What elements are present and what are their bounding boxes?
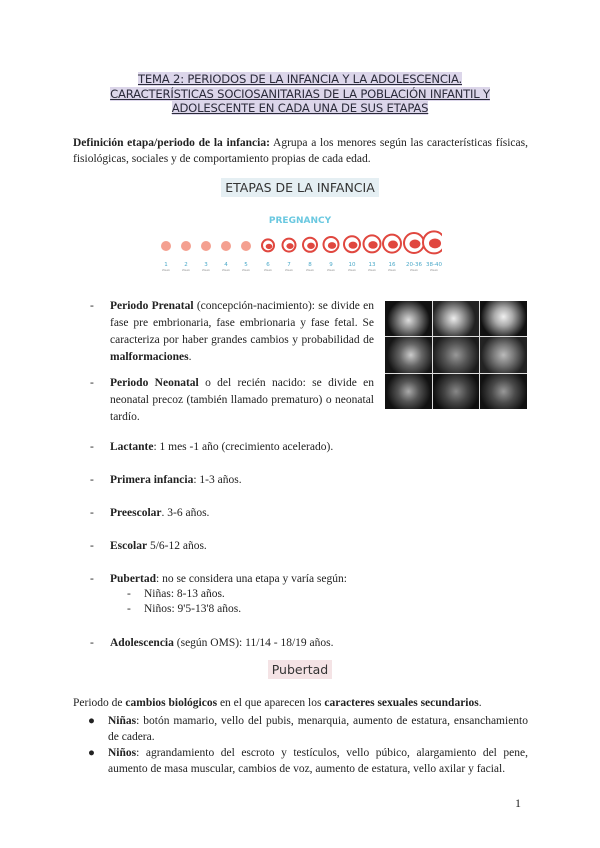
embryo-photo-6 <box>480 337 527 373</box>
week-labels <box>162 262 442 272</box>
lactante-text: : 1 mes -1 año (crecimiento acelerado). <box>153 441 334 453</box>
page-number: 1 <box>515 796 521 810</box>
week-unit-4: Week <box>221 268 231 272</box>
list-item-neonatal: - Periodo Neonatal o del recién nacido: se divide en neonatal precoz (también llamado prematuro) o neonatal tardío. <box>90 377 375 423</box>
ninos-range: Niños: 9'5-13'8 años. <box>144 603 242 615</box>
week-unit-3: Week <box>201 268 211 272</box>
prenatal-end: . <box>188 351 192 363</box>
embryo-week-2 <box>181 241 191 251</box>
week-unit-20-36: Week <box>409 268 419 272</box>
title-line-1: TEMA 2: PERIODOS DE LA INFANCIA Y LA ADOLESCENCIA. <box>138 72 462 86</box>
week-label-3: 3 <box>204 262 208 268</box>
week-unit-16: Week <box>387 268 397 272</box>
adolescencia-text: (según OMS): 11/14 - 18/19 años. <box>173 637 334 649</box>
pubertad-term: Pubertad <box>110 573 156 585</box>
neonatal-term: Periodo Neonatal <box>110 377 199 389</box>
title-line-2: CARACTERÍSTICAS SOCIOSANITARIAS DE LA POBLACIÓN INFANTIL Y <box>110 86 490 101</box>
pregnancy-diagram <box>158 212 442 272</box>
adolescencia-term: Adolescencia <box>110 637 174 649</box>
embryo-week-3 <box>201 241 211 251</box>
definition-paragraph <box>73 135 528 167</box>
list-item-lactante: - Lactante: 1 mes -1 año (crecimiento acelerado). <box>90 441 334 453</box>
embryo-week-5 <box>241 241 251 251</box>
embryo-fill-8 <box>307 243 315 249</box>
document-title <box>40 72 560 116</box>
sub-item-ninas: - Niñas: 8-13 años. <box>127 588 225 600</box>
pubertad-text: : no se considera una etapa y varía según: <box>156 573 347 585</box>
embryo-fill-10 <box>349 242 358 249</box>
embryo-fill-38-40 <box>429 238 441 248</box>
week-unit-6: Week <box>263 268 273 272</box>
embryo-photo-5 <box>433 337 479 373</box>
pregnancy-label: PREGNANCY <box>268 216 332 226</box>
week-label-7: 7 <box>287 262 291 268</box>
embryo-photo-9 <box>480 374 527 409</box>
week-label-13: 13 <box>368 262 376 268</box>
embryo-photo-4 <box>385 337 432 373</box>
embryo-fill-16 <box>388 241 398 249</box>
escolar-text: 5/6-12 años. <box>147 540 207 552</box>
preescolar-term: Preescolar <box>110 507 162 519</box>
week-label-38-40: 38-40 <box>426 262 442 268</box>
week-label-8: 8 <box>308 262 312 268</box>
week-label-9: 9 <box>329 262 333 268</box>
puberty-paragraph <box>73 695 528 711</box>
week-unit-7: Week <box>284 268 294 272</box>
list-item-pubertad: - Pubertad: no se considera una etapa y varía según: <box>90 573 347 585</box>
embryo-photo-7 <box>385 374 432 409</box>
list-item-preescolar: - Preescolar. 3-6 años. <box>90 507 210 519</box>
boys-text: : agrandamiento del escroto y testículos, vello púbico, alargamiento del pene, aumento de masa muscular, cambios de voz, aumento de estatura, vello axilar y facial. <box>108 747 528 775</box>
embryo-fill-7 <box>286 243 293 249</box>
embryo-photo-grid <box>385 301 527 409</box>
week-unit-38-40: Week <box>429 268 439 272</box>
prenatal-term: Periodo Prenatal <box>110 300 194 312</box>
week-label-2: 2 <box>184 262 188 268</box>
puberty-text-3: . <box>478 697 482 709</box>
week-unit-9: Week <box>326 268 336 272</box>
neonatal-text: o del recién nacido: se divide en neonatal precoz (también llamado prematuro) o neonatal tardío. <box>110 377 375 423</box>
preescolar-text: . 3-6 años. <box>161 507 210 519</box>
week-label-5: 5 <box>244 262 248 268</box>
week-label-4: 4 <box>224 262 228 268</box>
embryo-fill-6 <box>266 244 273 249</box>
puberty-bold-2: caracteres sexuales secundarios <box>324 697 479 709</box>
bullet-ninos: ● Niños: agrandamiento del escroto y testículos, vello púbico, alargamiento del pene, aumento de masa muscular, cambios de voz, aumento de estatura, vello axilar y facial. <box>88 747 528 775</box>
puberty-bold-1: cambios biológicos <box>125 697 218 709</box>
list-item-adolescencia: - Adolescencia (según OMS): 11/14 - 18/19 años. <box>90 637 334 649</box>
week-unit-2: Week <box>181 268 191 272</box>
lactante-term: Lactante <box>110 441 154 453</box>
embryo-photo-8 <box>433 374 479 409</box>
week-label-16: 16 <box>388 262 396 268</box>
section-heading-pubertad <box>0 662 600 677</box>
list-item-prenatal: - Periodo Prenatal (concepción-nacimiento): se divide en fase pre embrionaria, fase embrionaria y fase fetal. Se caracteriza por haber grandes cambios y probabilidad de malformaciones. <box>90 300 374 363</box>
section-heading-stages-text: ETAPAS DE LA INFANCIA <box>221 178 379 197</box>
week-label-10: 10 <box>348 262 356 268</box>
week-unit-10: Week <box>347 268 357 272</box>
prenatal-text: (concepción-nacimiento): se divide en fase pre embrionaria, fase embrionaria y fase fetal. Se caracteriza por haber grandes cambios y probabilidad de <box>110 300 374 346</box>
prenatal-emphasis: malformaciones <box>110 351 189 363</box>
week-unit-5: Week <box>241 268 251 272</box>
puberty-text-2: en el que aparecen los <box>217 697 325 709</box>
title-line-3: ADOLESCENTE EN CADA UNA DE SUS ETAPAS <box>171 101 429 115</box>
girls-term: Niñas <box>108 715 137 727</box>
embryo-fill-20-36 <box>410 240 421 249</box>
primera-text: : 1-3 años. <box>193 474 242 486</box>
week-unit-1: Week <box>161 268 171 272</box>
embryo-photo-1 <box>385 301 432 336</box>
embryo-week-1 <box>161 241 171 251</box>
list-item-primera-infancia: - Primera infancia: 1-3 años. <box>90 474 242 486</box>
week-unit-13: Week <box>367 268 377 272</box>
sub-item-ninos: - Niños: 9'5-13'8 años. <box>127 603 242 615</box>
week-unit-8: Week <box>305 268 315 272</box>
embryo-week-4 <box>221 241 231 251</box>
primera-term: Primera infancia <box>110 474 194 486</box>
embryo-fill-13 <box>368 241 377 249</box>
ninas-range: Niñas: 8-13 años. <box>144 588 225 600</box>
week-label-1: 1 <box>164 262 168 268</box>
girls-text: : botón mamario, vello del pubis, menarquia, aumento de estatura, ensanchamiento de cadera. <box>108 715 528 743</box>
list-item-escolar: - Escolar 5/6-12 años. <box>90 540 207 552</box>
section-heading-pubertad-text: Pubertad <box>268 660 333 679</box>
boys-term: Niños <box>108 747 137 759</box>
embryo-photo-3 <box>480 301 527 336</box>
definition-label: Definición etapa/periodo de la infancia: <box>73 137 270 149</box>
week-label-6: 6 <box>266 262 270 268</box>
embryo-sequence <box>161 231 442 253</box>
week-label-20-36: 20-36 <box>406 262 422 268</box>
embryo-photo-2 <box>433 301 479 336</box>
puberty-text-1: Periodo de <box>73 697 126 709</box>
definition-text: Agrupa a los menores según las características físicas, fisiológicas, sociales y de comportamiento propias de cada edad. <box>73 137 528 165</box>
embryo-fill-9 <box>328 242 336 249</box>
section-heading-stages <box>0 180 600 195</box>
escolar-term: Escolar <box>110 540 148 552</box>
bullet-ninas: ● Niñas: botón mamario, vello del pubis, menarquia, aumento de estatura, ensanchamiento de cadera. <box>88 715 528 743</box>
